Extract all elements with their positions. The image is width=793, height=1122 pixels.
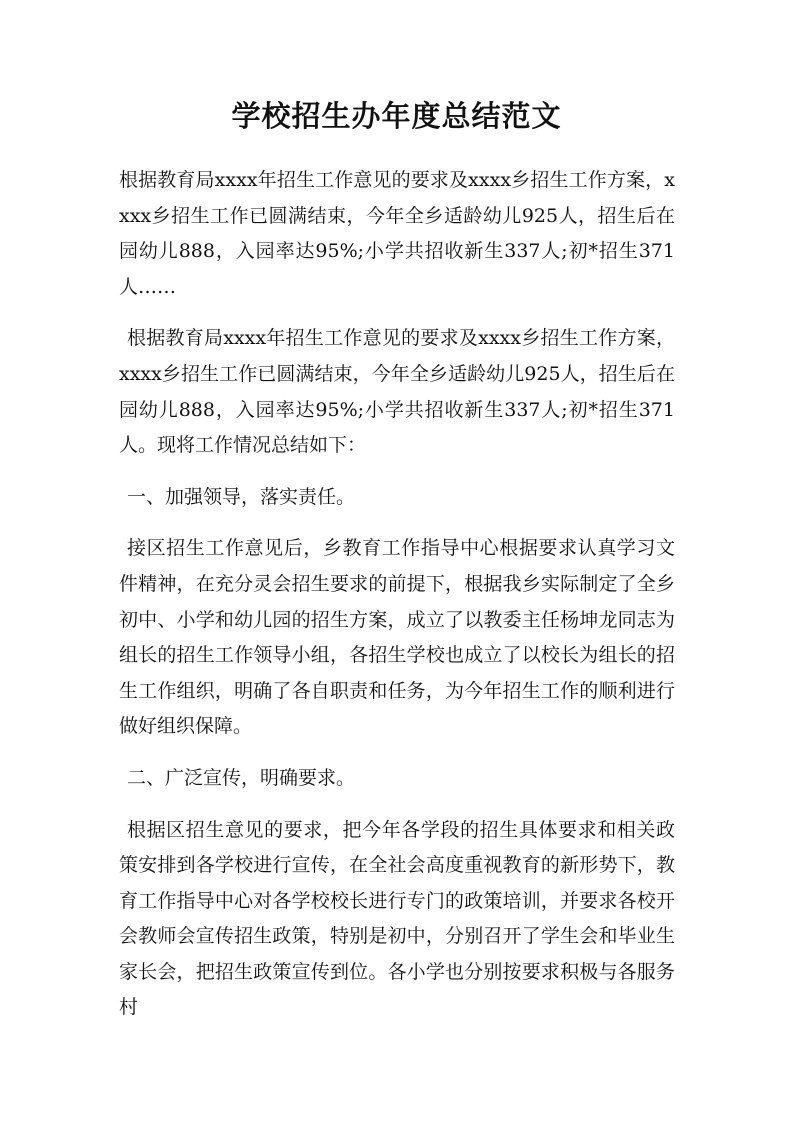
paragraph-gap bbox=[119, 515, 675, 531]
paragraph-gap bbox=[119, 797, 675, 813]
section-heading-2: 二、广泛宣传，明确要求。 bbox=[127, 766, 356, 789]
paragraph-summary: 根据教育局xxxx年招生工作意见的要求及xxxx乡招生工作方案，xxxx乡招生工作已圆满结束，今年全乡适龄幼儿925人，招生后在园幼儿888，入园率达95%;小学共招收新生337人;初*招生371人…… bbox=[119, 169, 675, 298]
paragraph-intro: 根据教育局xxxx年招生工作意见的要求及xxxx乡招生工作方案，xxxx乡招生工作已圆满结束，今年全乡适龄幼儿925人，招生后在园幼儿888，入园率达95%;小学共招收新生337人;初*招生371人。现将工作情况总结如下： bbox=[119, 327, 675, 457]
document-title: 学校招生办年度总结范文 bbox=[231, 99, 562, 133]
paragraph-section-1: 接区招生工作意见后，乡教育工作指导中心根据要求认真学习文件精神，在充分灵会招生要求的前提下，根据我乡实际制定了全乡初中、小学和幼儿园的招生方案，成立了以教委主任杨坤龙同志为组长的招生工作领导小组，各招生学校也成立了以校长为组长的招生工作组织，明确了各自职责和任务，为今年招生工作的顺利进行做好组织保障。 bbox=[119, 537, 675, 738]
paragraph-section-2: 根据区招生意见的要求，把今年各学段的招生具体要求和相关政策安排到各学校进行宣传，在全社会高度重视教育的新形势下，教育工作指导中心对各学校校长进行专门的政策培训，并要求各校开会教师会宣传招生政策，特别是初中，分别召开了学生会和毕业生家长会，把招生政策宣传到位。各小学也分别按要求积极与各服务村 bbox=[119, 818, 675, 1019]
paragraph-gap bbox=[119, 745, 675, 761]
section-heading-1: 一、加强领导，落实责任。 bbox=[127, 485, 356, 508]
document-body bbox=[119, 163, 675, 1026]
paragraph-gap bbox=[119, 305, 675, 321]
paragraph-gap bbox=[119, 464, 675, 480]
